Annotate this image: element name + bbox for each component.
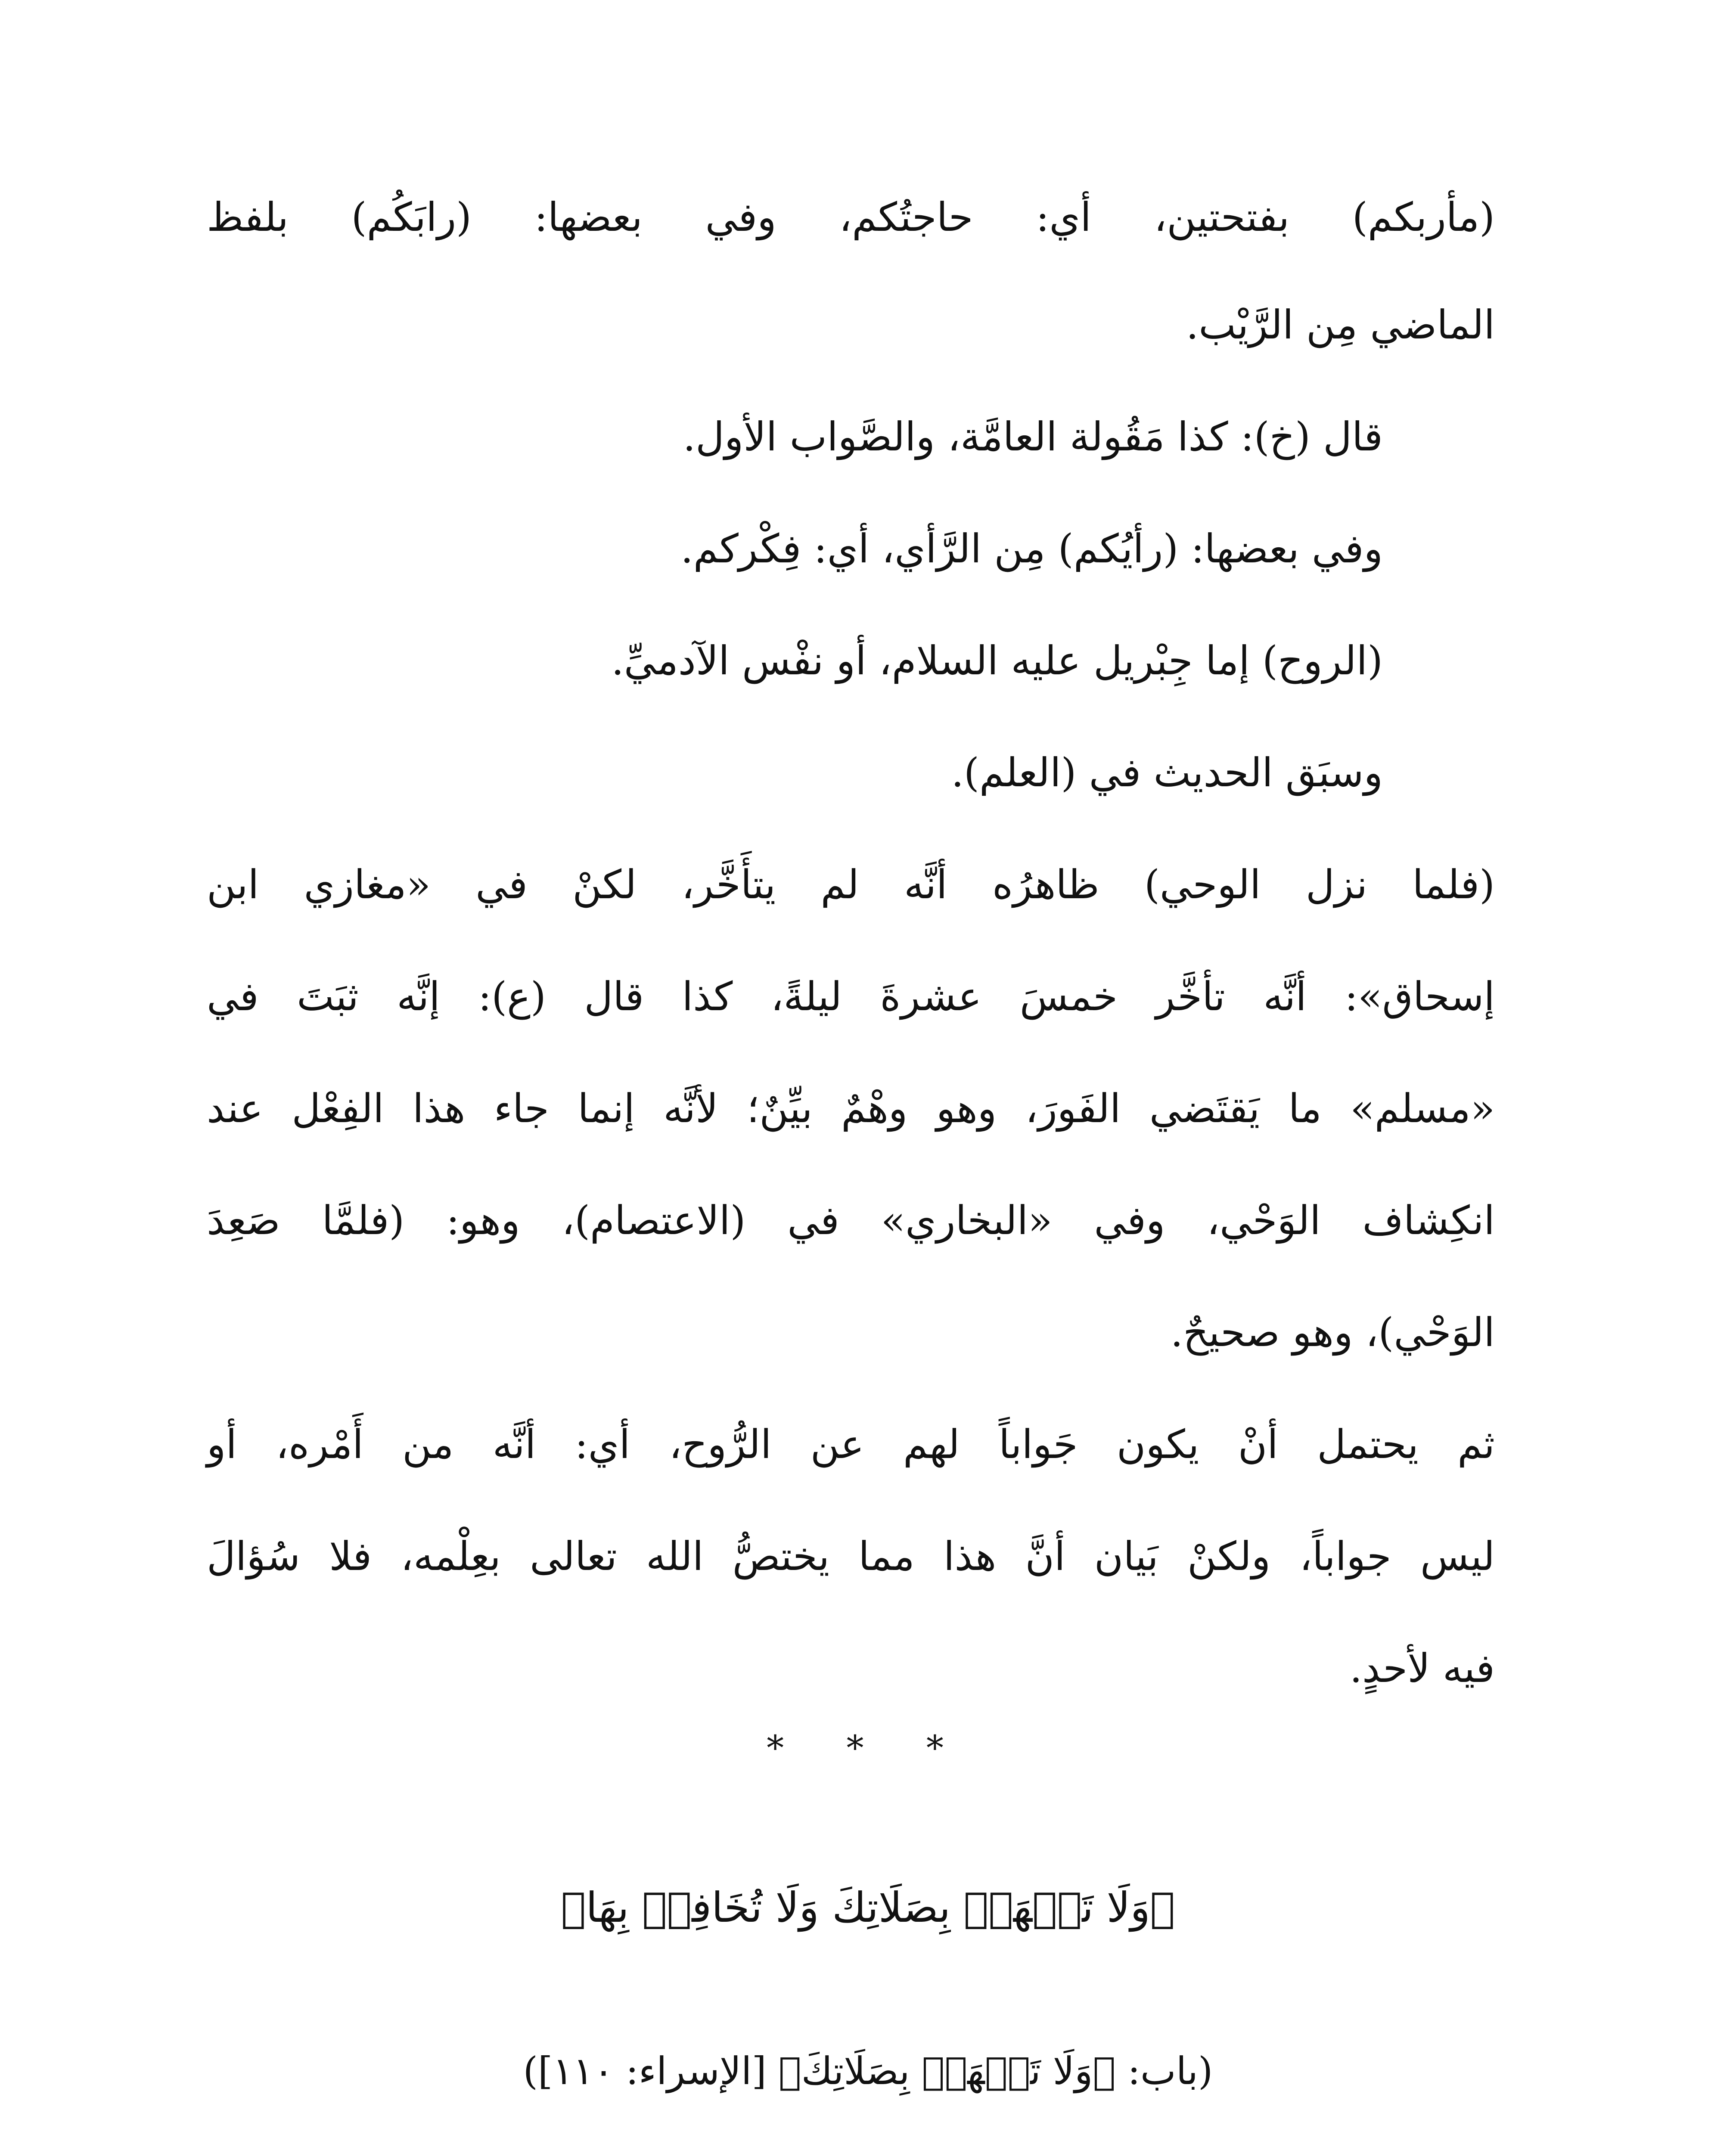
- text-line: قال (خ): كذا مَقُولة العامَّة، والصَّواب الأول.: [683, 414, 1383, 460]
- text-line: انكِشاف الوَحْي، وفي «البخاري» في (الاعتصام)، وهو: (فلمَّا صَعِدَ: [207, 1197, 1495, 1244]
- section-separator: * * *: [767, 1728, 969, 1768]
- text-line: (فلما نزل الوحي) ظاهرُه أنَّه لم يتأَخَّر، لكنْ في «مغازي ابن: [207, 862, 1495, 908]
- text-line: ثم يحتمل أنْ يكون جَواباً لهم عن الرُّوح، أي: أنَّه من أَمْره، أو: [207, 1421, 1495, 1467]
- text-line: ليس جواباً، ولكنْ بَيان أنَّ هذا مما يختصُّ الله تعالى بعِلْمه، فلا سُؤالَ: [207, 1533, 1495, 1579]
- verse-heading: ﴿وَلَا تَجۡهَرۡ بِصَلَاتِكَ وَلَا تُخَافِتۡ بِهَا﴾: [561, 1883, 1175, 1932]
- text-line: إسحاق»: أنَّه تأخَّر خمسَ عشرةَ ليلةً، كذا قال (ع): إنَّه ثبَتَ في: [207, 974, 1495, 1020]
- chapter-title: (باب: ﴿وَلَا تَجۡهَرۡ بِصَلَاتِكَ﴾ [الإسراء: ١١٠]): [523, 2049, 1213, 2093]
- text-line: وسبَق الحديث في (العلم).: [951, 750, 1383, 796]
- text-line: (الروح) إما جِبْريل عليه السلام، أو نفْس الآدميِّ.: [611, 638, 1383, 684]
- text-line: فيه لأحدٍ.: [1349, 1645, 1495, 1691]
- text-line: وفي بعضها: (رأيُكم) مِن الرَّأي، أي: فِكْركم.: [680, 526, 1383, 572]
- text-line: «مسلم» ما يَقتَضي الفَورَ، وهو وهْمٌ بيِّنٌ؛ لأنَّه إنما جاء هذا الفِعْل عند: [207, 1086, 1495, 1132]
- text-line: الماضي مِن الرَّيْب.: [1186, 302, 1495, 348]
- text-line: الوَحْي)، وهو صحيحٌ.: [1170, 1309, 1495, 1356]
- text-line: (مأربكم) بفتحتين، أي: حاجتُكم، وفي بعضها: (رابَكُم) بلفظ: [207, 194, 1495, 240]
